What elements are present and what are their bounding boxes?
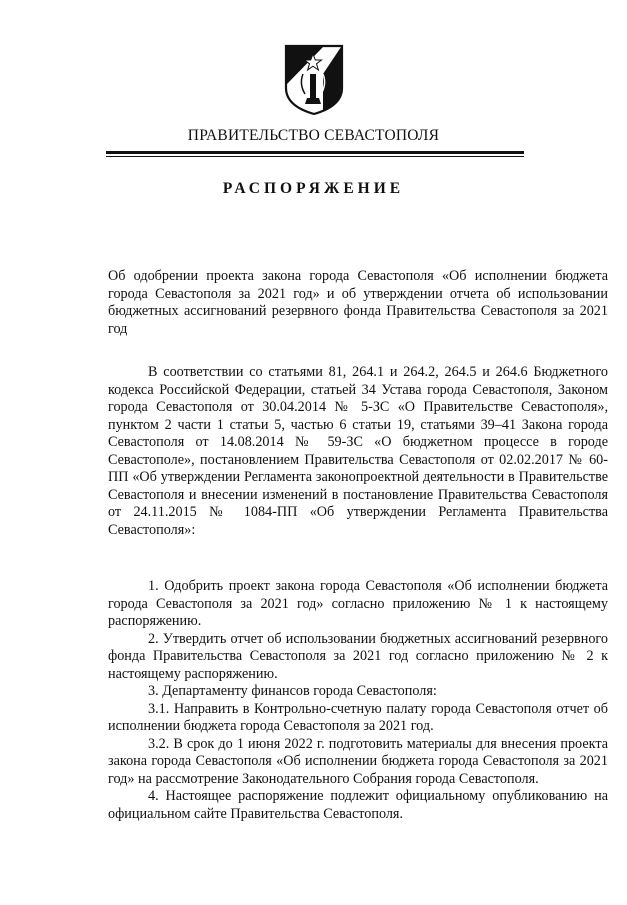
sevastopol-coat-of-arms-icon xyxy=(283,44,345,116)
resolution-item: 4. Настоящее распоряжение подлежит официальному опубликованию на официальном сайте Правительства Севастополя. xyxy=(108,788,608,822)
resolution-item: 3.1. Направить в Контрольно-счетную палату города Севастополя отчет об исполнении бюджета города Севастополя за 2021 год. xyxy=(108,700,608,734)
preamble-text: В соответствии со статьями 81, 264.1 и 264.2, 264.5 и 264.6 Бюджетного кодекса Российской Федерации, статьей 34 Устава города Севастополя, Законом города Севастополя от 30.04.2014 № 5-ЗС «О Правительстве Севастополя», пунктом 2 части 1 статьи 5, частью 6 статьи 19, статьями 39–41 Закона города Севастополя от 14.08.2014 № 59-ЗС «О бюджетном процессе в городе Севастополе», постановлением Правительства Севастополя от 02.02.2017 № 60-ПП «Об утверждении Регламента законопроектной деятельности в Правительстве Севастополя и внесении изменений в постановление Правительства Севастополя от 24.11.2015 № 1084-ПП «Об утверждении Регламента Правительства Севастополя»: xyxy=(108,364,608,538)
resolution-item: 1. Одобрить проект закона города Севастополя «Об исполнении бюджета города Севастополя за 2021 год» согласно приложению № 1 к настоящему распоряжению. xyxy=(108,578,608,629)
resolution-item: 2. Утвердить отчет об использовании бюджетных ассигнований резервного фонда Правительства Севастополя за 2021 год согласно приложению № 2 к настоящему распоряжению. xyxy=(108,630,608,682)
resolution-item: 3. Департаменту финансов города Севастополя: xyxy=(148,683,437,699)
subject-text: Об одобрении проекта закона города Севастополя «Об исполнении бюджета города Севастополя за 2021 год» и об утверждении отчета об использовании бюджетных ассигнований резервного фонда Правительства Севастополя за 2021 год xyxy=(108,268,608,337)
resolution-items xyxy=(108,578,608,823)
header-divider-thick xyxy=(106,151,524,154)
government-name: ПРАВИТЕЛЬСТВО СЕВАСТОПОЛЯ xyxy=(187,127,440,144)
document-preamble xyxy=(108,364,608,539)
document-type: РАСПОРЯЖЕНИЕ xyxy=(222,180,405,197)
document-subject xyxy=(108,268,608,338)
resolution-item: 3.2. В срок до 1 июня 2022 г. подготовить материалы для внесения проекта закона города Севастополя «Об исполнении бюджета города Севастополя за 2021 год» на рассмотрение Законодательного Собрания города Севастополя. xyxy=(108,735,608,787)
header-divider-thin xyxy=(106,156,524,157)
